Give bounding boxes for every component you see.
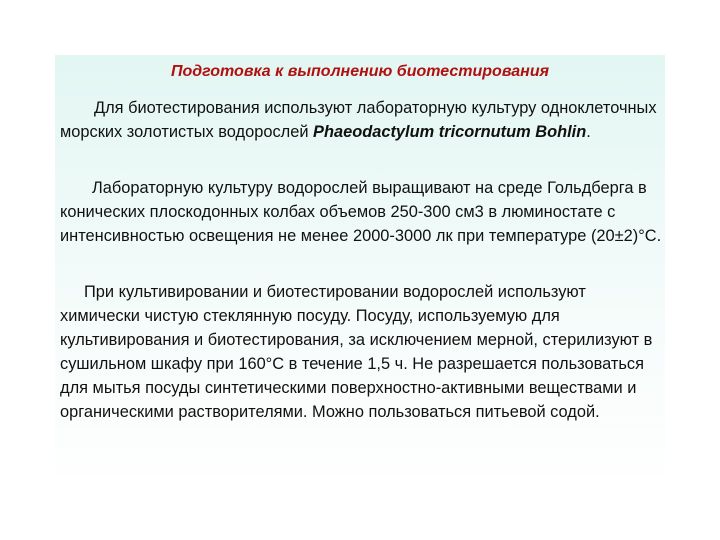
paragraph-culture <box>60 96 665 144</box>
slide-title: Подготовка к выполнению биотестирования <box>170 63 550 80</box>
paragraph-glassware <box>60 280 665 424</box>
species-name: Phaeodactylum tricornutum Bohlin <box>313 123 587 141</box>
paragraph-glassware-text: При культивировании и биотестировании водорослей используют химически чистую стеклянную посуду. Посуду, используемую для культивирования и биотестирования, за исключением мерной, стерилизуют в сушильном шкафу при 160°С в течение 1,5 ч. Не разрешается пользоваться для мытья посуды синтетическими поверхностно-активными веществами и органическими растворителями. Можно пользоваться питьевой содой. <box>60 283 653 421</box>
paragraph-cultivation <box>60 176 665 248</box>
paragraph-culture-end: . <box>586 123 591 141</box>
paragraph-culture-text: Для биотестирования используют лабораторную культуру одноклеточных морских золотистых водорослей <box>60 99 657 141</box>
paragraph-cultivation-text: Лабораторную культуру водорослей выращивают на среде Гольдберга в конических плоскодонных колбах объемов 250-300 см3 в люминостате с интенсивностью освещения не менее 2000-3000 лк при температуре (20±2)°С. <box>60 179 662 245</box>
